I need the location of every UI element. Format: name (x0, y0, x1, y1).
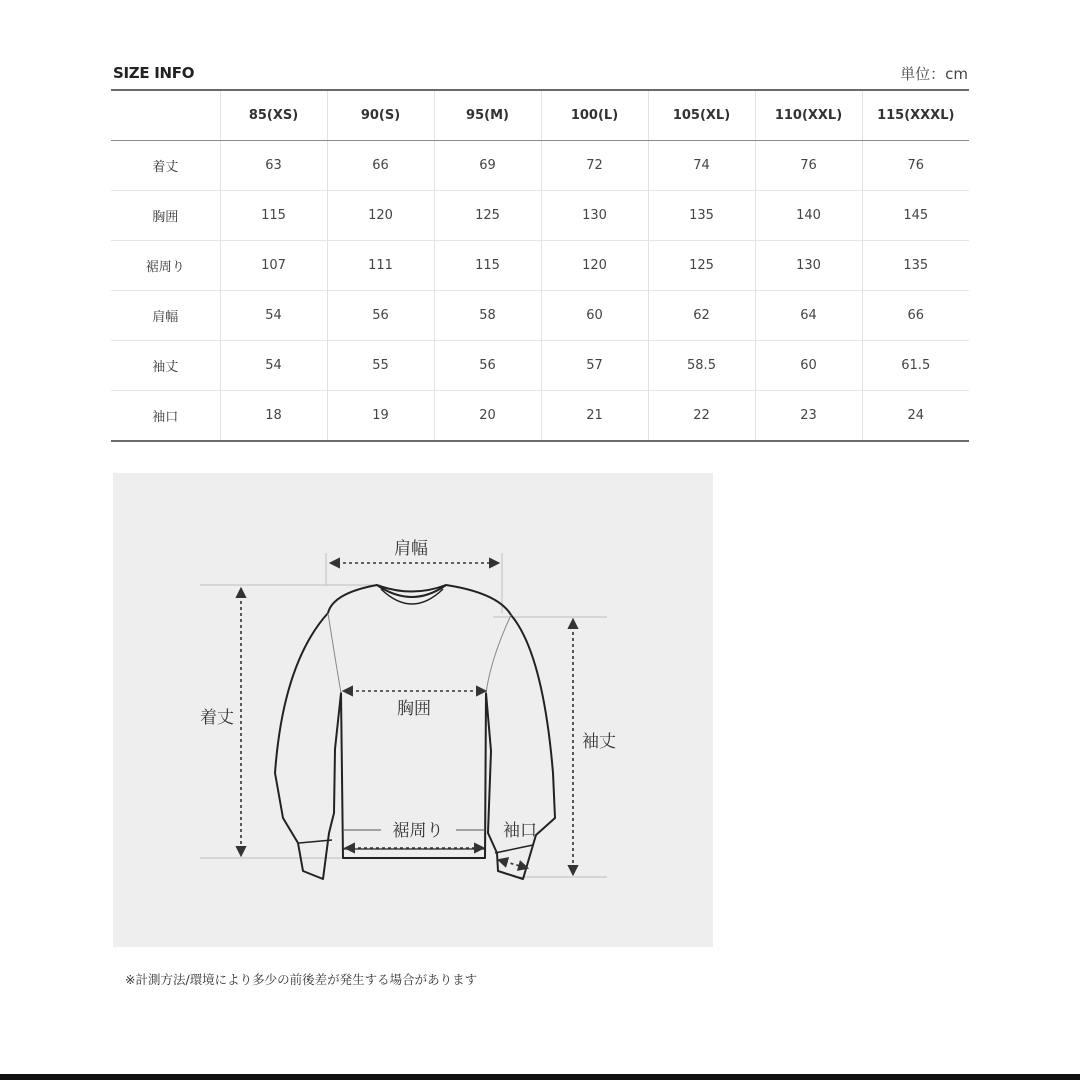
header-size-s: 90(S) (327, 90, 434, 141)
table-cell: 107 (220, 241, 327, 291)
table-cell: 55 (327, 341, 434, 391)
size-info-title: SIZE INFO (113, 64, 195, 82)
row-label: 着丈 (152, 160, 179, 175)
size-table (111, 89, 969, 442)
table-row (111, 291, 969, 341)
sweater-diagram-svg (113, 473, 713, 947)
row-label: 肩幅 (111, 291, 220, 341)
unit-label: 単位：cm (900, 65, 968, 83)
row-label: 裾周り (111, 241, 220, 291)
table-cell: 22 (648, 391, 755, 442)
table-cell: 63 (220, 141, 327, 191)
table-row (111, 191, 969, 241)
bottom-divider (0, 1074, 1080, 1080)
table-cell: 66 (327, 141, 434, 191)
table-cell: 58 (434, 291, 541, 341)
table-cell: 60 (755, 341, 862, 391)
table-cell: 72 (541, 141, 648, 191)
table-cell: 23 (755, 391, 862, 442)
measurement-diagram (113, 473, 713, 947)
table-cell: 60 (541, 291, 648, 341)
table-cell: 76 (755, 141, 862, 191)
table-row (111, 141, 969, 191)
table-cell: 56 (434, 341, 541, 391)
table-cell: 54 (220, 291, 327, 341)
table-cell: 69 (434, 141, 541, 191)
table-cell: 130 (755, 241, 862, 291)
table-cell: 74 (648, 141, 755, 191)
table-cell: 120 (541, 241, 648, 291)
measurement-note: ※計測方法/環境により多少の前後差が発生する場合があります (125, 972, 478, 987)
table-row (111, 391, 969, 442)
table-cell: 21 (541, 391, 648, 442)
table-cell: 125 (434, 191, 541, 241)
table-cell: 115 (220, 191, 327, 241)
table-cell: 125 (648, 241, 755, 291)
table-cell: 58.5 (648, 341, 755, 391)
table-cell: 54 (220, 341, 327, 391)
label-hem: 裾周り (392, 821, 444, 841)
table-cell: 120 (327, 191, 434, 241)
label-chest: 胸囲 (397, 699, 431, 719)
label-cuff: 袖口 (503, 821, 537, 841)
table-cell: 56 (327, 291, 434, 341)
table-cell: 115 (434, 241, 541, 291)
row-label: 袖口 (111, 391, 220, 442)
table-cell: 135 (862, 241, 969, 291)
size-header-row (111, 90, 969, 141)
table-cell: 64 (755, 291, 862, 341)
label-sleeve: 袖丈 (582, 732, 616, 752)
table-cell: 57 (541, 341, 648, 391)
table-cell: 61.5 (862, 341, 969, 391)
label-length: 着丈 (200, 708, 234, 728)
table-cell: 76 (862, 141, 969, 191)
table-cell: 18 (220, 391, 327, 442)
table-cell: 19 (327, 391, 434, 442)
table-row (111, 241, 969, 291)
table-cell: 66 (862, 291, 969, 341)
header-size-xxl: 110(XXL) (755, 90, 862, 141)
row-label: 袖丈 (111, 341, 220, 391)
table-cell: 145 (862, 191, 969, 241)
row-label: 胸囲 (111, 191, 220, 241)
table-cell: 111 (327, 241, 434, 291)
table-cell: 130 (541, 191, 648, 241)
header-size-l: 100(L) (541, 90, 648, 141)
table-cell: 62 (648, 291, 755, 341)
header-size-xs: 85(XS) (220, 90, 327, 141)
table-cell: 135 (648, 191, 755, 241)
header-size-xl: 105(XL) (648, 90, 755, 141)
header-size-xxxl: 115(XXXL) (862, 90, 969, 141)
table-cell: 24 (862, 391, 969, 442)
table-row (111, 341, 969, 391)
label-shoulder: 肩幅 (394, 539, 428, 559)
table-cell: 140 (755, 191, 862, 241)
header-empty (111, 90, 220, 141)
table-cell: 20 (434, 391, 541, 442)
header-size-m: 95(M) (434, 90, 541, 141)
